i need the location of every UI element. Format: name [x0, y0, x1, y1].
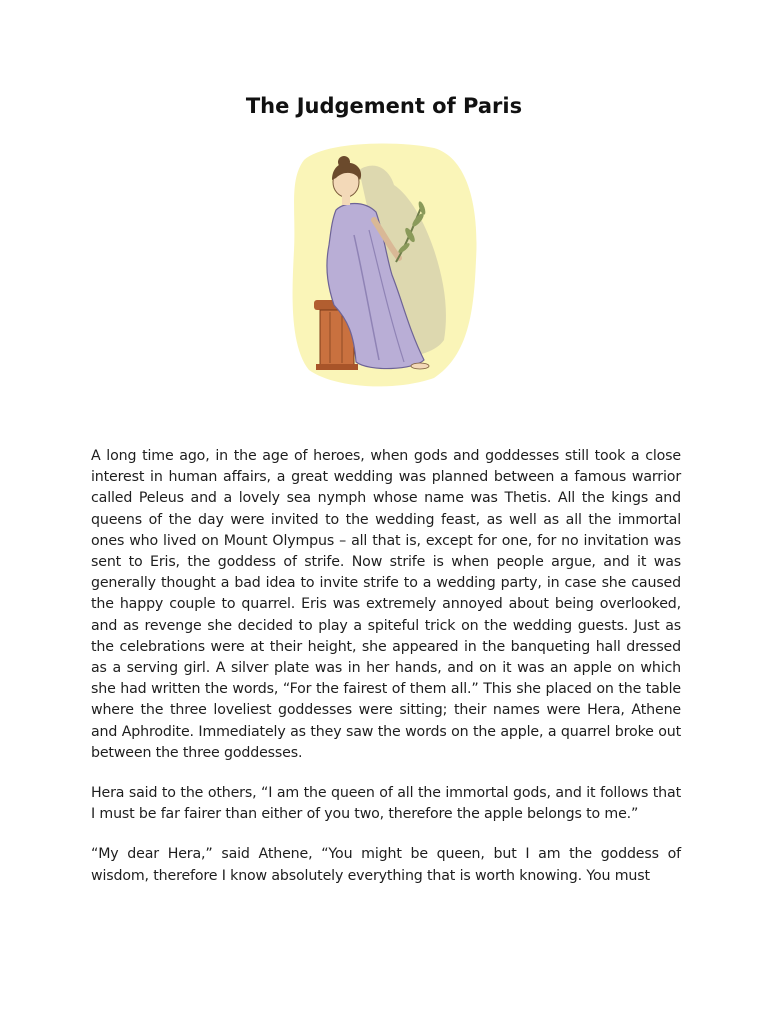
story-text [91, 446, 681, 906]
story-paragraph: “My dear Hera,” said Athene, “You might be queen, but I am the goddess of wisdom, therefore I know absolutely everything that is worth knowing. You must [91, 846, 681, 884]
document-title: The Judgement of Paris [245, 94, 523, 118]
story-paragraph: Hera said to the others, “I am the queen of all the immortal gods, and it follows that I must be far fairer than either of you two, therefore the apple belongs to me.” [91, 785, 681, 823]
goddess-illustration [284, 140, 484, 390]
story-paragraph: A long time ago, in the age of heroes, when gods and goddesses still took a close interest in human affairs, a great wedding was planned between a famous warrior called Peleus and a lovely sea nymph whose name was Thetis. All the kings and queens of the day were invited to the wedding feast, as well as all the immortal ones who lived on Mount Olympus – all that is, except for one, for no invitation was sent to Eris, the goddess of strife. Now strife is when people argue, and it was generally thought a bad idea to invite strife to a wedding party, in case she caused the happy couple to quarrel. Eris was extremely annoyed about being overlooked, and as revenge she decided to play a spiteful trick on the wedding guests. Just as the celebrations were at their height, she appeared in the banqueting hall dressed as a serving girl. A silver plate was in her hands, and on it was an apple on which she had written the words, “For the fairest of them all.” This she placed on the table where the three loveliest goddesses were sitting; their names were Hera, Athene and Aphrodite. Immediately as they saw the words on the apple, a quarrel broke out between the three goddesses. [91, 448, 681, 761]
